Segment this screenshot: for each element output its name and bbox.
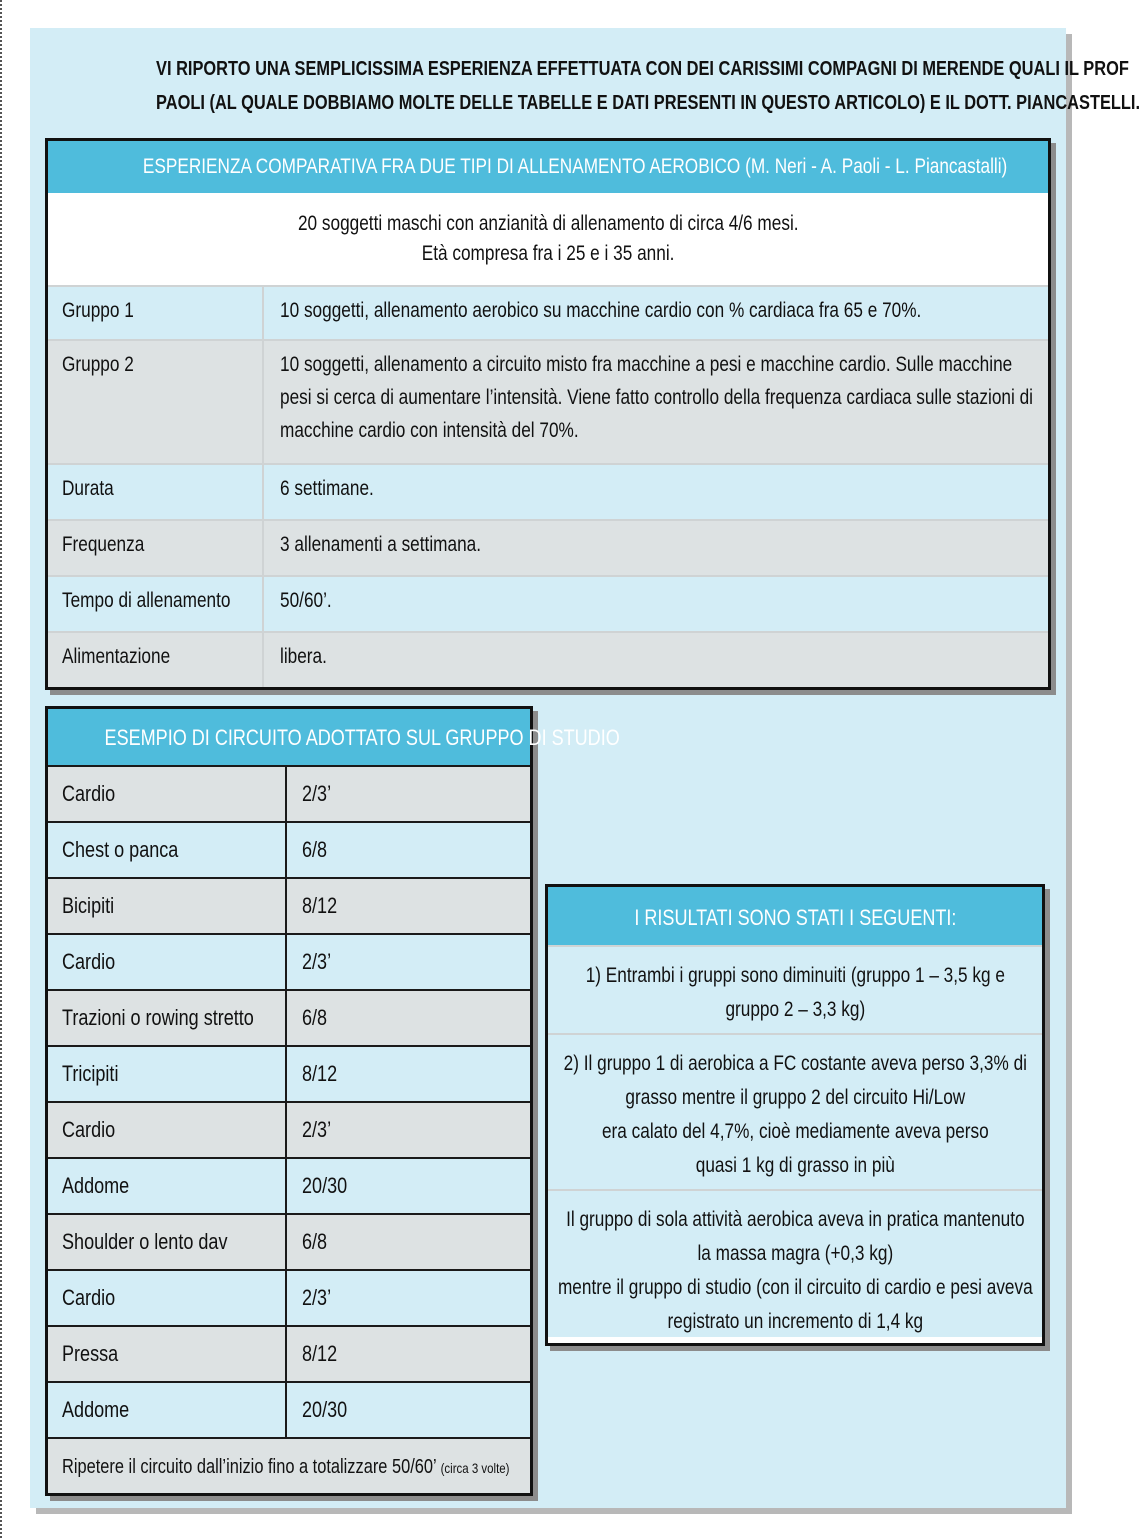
exercise-name: Shoulder o lento dav bbox=[62, 1229, 228, 1254]
row-label: Durata bbox=[62, 477, 114, 500]
circuit-table-header bbox=[48, 709, 620, 765]
subjects-line-2: Età compresa fra i 25 e i 35 anni. bbox=[421, 242, 675, 265]
exercise-name: Cardio bbox=[62, 949, 116, 974]
results-table bbox=[545, 884, 1045, 1346]
result-1-line-2: gruppo 2 – 3,3 kg) bbox=[725, 998, 865, 1021]
subjects-line-1: 20 soggetti maschi con anzianità di allenamento di circa 4/6 mesi. bbox=[297, 212, 799, 235]
result-3-line-4: registrato un incremento di 1,4 kg bbox=[667, 1310, 923, 1333]
result-3-line-2: la massa magra (+0,3 kg) bbox=[697, 1242, 893, 1265]
exercise-reps: 8/12 bbox=[302, 893, 338, 918]
result-1-line-1: 1) Entrambi i gruppi sono diminuiti (gruppo 1 – 3,5 kg e bbox=[585, 964, 1005, 987]
exercise-reps: 6/8 bbox=[302, 1005, 328, 1030]
table-row bbox=[48, 1381, 530, 1437]
result-2-line-2: grasso mentre il gruppo 2 del circuito Hi/Low bbox=[625, 1086, 965, 1109]
circuit-table-title: ESEMPIO DI CIRCUITO ADOTTATO SUL GRUPPO DI STUDIO bbox=[104, 725, 620, 750]
table-row bbox=[48, 519, 1048, 575]
table-row bbox=[48, 463, 1048, 519]
intro-line-2: PAOLI (AL QUALE DOBBIAMO MOLTE DELLE TABELLE E DATI PRESENTI IN QUESTO ARTICOLO) E IL DOTT. PIANCASTELLI. bbox=[156, 92, 1140, 114]
exercise-name: Addome bbox=[62, 1173, 130, 1198]
table-row bbox=[48, 1045, 530, 1101]
row-label: Tempo di allenamento bbox=[62, 589, 231, 612]
exercise-reps: 6/8 bbox=[302, 837, 328, 862]
row-value: 10 soggetti, allenamento a circuito misto fra macchine a pesi e macchine cardio. Sulle macchine pesi si cerca di aumentare l’intensità. Viene fatto controllo della frequenza cardiaca sulle stazioni di macchine cardio con intensità del 70%. bbox=[280, 353, 1034, 442]
table-row bbox=[48, 989, 530, 1045]
exercise-name: Trazioni o rowing stretto bbox=[62, 1005, 254, 1030]
exercise-name: Tricipiti bbox=[62, 1061, 119, 1086]
exercise-reps: 2/3’ bbox=[302, 1285, 332, 1310]
circuit-footer bbox=[48, 1437, 530, 1493]
results-table-title: I RISULTATI SONO STATI I SEGUENTI: bbox=[633, 905, 957, 930]
table-row bbox=[48, 285, 1048, 339]
exercise-reps: 6/8 bbox=[302, 1229, 328, 1254]
circuit-footer-note: (circa 3 volte) bbox=[440, 1460, 510, 1476]
result-3-line-1: Il gruppo di sola attività aerobica aveva in pratica mantenuto bbox=[565, 1208, 1025, 1231]
exercise-reps: 20/30 bbox=[302, 1397, 348, 1422]
experiment-table-header bbox=[48, 141, 1048, 193]
exercise-reps: 2/3’ bbox=[302, 781, 332, 806]
row-value: 50/60’. bbox=[280, 589, 332, 612]
row-label: Frequenza bbox=[62, 533, 145, 556]
exercise-name: Chest o panca bbox=[62, 837, 179, 862]
row-value: 10 soggetti, allenamento aerobico su macchine cardio con % cardiaca fra 65 e 70%. bbox=[280, 299, 922, 322]
exercise-name: Bicipiti bbox=[62, 893, 115, 918]
results-table-header bbox=[548, 887, 1042, 945]
circuit-footer-main: Ripetere il circuito dall’inizio fino a totalizzare 50/60’ bbox=[62, 1456, 437, 1478]
table-row bbox=[48, 575, 1048, 631]
table-row bbox=[48, 1213, 530, 1269]
result-2-line-1: 2) Il gruppo 1 di aerobica a FC costante aveva perso 3,3% di bbox=[563, 1052, 1027, 1075]
page-edge-dotted-line bbox=[0, 0, 5, 1538]
exercise-reps: 8/12 bbox=[302, 1341, 338, 1366]
experiment-subjects bbox=[48, 193, 1048, 285]
exercise-name: Cardio bbox=[62, 781, 116, 806]
row-label: Gruppo 1 bbox=[62, 299, 134, 322]
row-value: 6 settimane. bbox=[280, 477, 374, 500]
row-value: libera. bbox=[280, 645, 327, 668]
table-row bbox=[48, 339, 1048, 463]
intro-line-1: VI RIPORTO UNA SEMPLICISSIMA ESPERIENZA EFFETTUATA CON DEI CARISSIMI COMPAGNI DI MERENDE QUALI IL PROF bbox=[156, 58, 1129, 80]
row-label: Gruppo 2 bbox=[62, 353, 134, 376]
experiment-table-title: ESPERIENZA COMPARATIVA FRA DUE TIPI DI ALLENAMENTO AEROBICO (M. Neri - A. Paoli - L. Piancastalli) bbox=[142, 155, 1008, 178]
exercise-reps: 2/3’ bbox=[302, 949, 332, 974]
table-row bbox=[48, 1269, 530, 1325]
table-row bbox=[48, 1101, 530, 1157]
row-label: Alimentazione bbox=[62, 645, 171, 668]
circuit-footer-text bbox=[62, 1439, 510, 1496]
table-row bbox=[48, 1325, 530, 1381]
experiment-table bbox=[45, 138, 1051, 690]
result-item-3 bbox=[548, 1189, 1042, 1337]
result-item-2 bbox=[548, 1033, 1042, 1189]
result-2-line-4: quasi 1 kg di grasso in più bbox=[695, 1154, 895, 1177]
table-row bbox=[48, 1157, 530, 1213]
table-row bbox=[48, 933, 530, 989]
exercise-reps: 20/30 bbox=[302, 1173, 348, 1198]
table-row bbox=[48, 631, 1048, 687]
exercise-name: Pressa bbox=[62, 1341, 119, 1366]
result-3-line-3: mentre il gruppo di studio (con il circuito di cardio e pesi aveva bbox=[557, 1276, 1033, 1299]
table-row bbox=[48, 821, 530, 877]
exercise-name: Addome bbox=[62, 1397, 130, 1422]
result-item-1 bbox=[548, 945, 1042, 1033]
result-2-line-3: era calato del 4,7%, cioè mediamente aveva perso bbox=[601, 1120, 989, 1143]
circuit-table bbox=[45, 706, 620, 1496]
intro-text bbox=[156, 52, 1140, 120]
table-row bbox=[48, 877, 530, 933]
exercise-name: Cardio bbox=[62, 1285, 116, 1310]
table-row bbox=[48, 765, 530, 821]
row-value: 3 allenamenti a settimana. bbox=[280, 533, 482, 556]
exercise-name: Cardio bbox=[62, 1117, 116, 1142]
exercise-reps: 2/3’ bbox=[302, 1117, 332, 1142]
exercise-reps: 8/12 bbox=[302, 1061, 338, 1086]
